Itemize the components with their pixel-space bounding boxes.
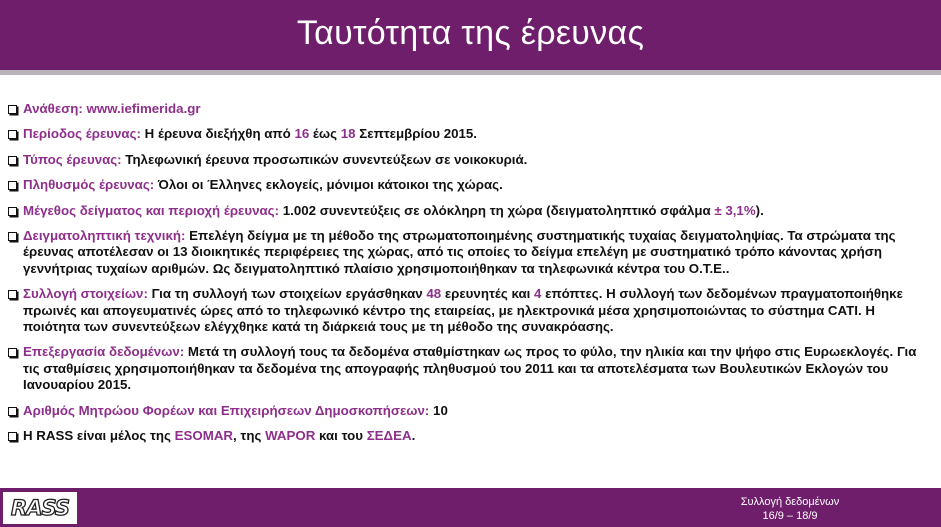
item-label: Περίοδος έρευνας: xyxy=(23,126,141,142)
list-item-sampling-technique xyxy=(8,228,932,277)
item-label: Μέγεθος δείγματος και περιοχή έρευνας: xyxy=(23,202,280,218)
item-body: Όλοι οι Έλληνες εκλογείς, μόνιμοι κάτοικοι της χώρας. xyxy=(154,177,503,193)
list-item-population xyxy=(8,177,932,193)
list-item-memberships xyxy=(8,428,932,444)
item-body: ερευνητές και xyxy=(441,286,535,302)
item-body: Επελέγη δείγμα με τη μέθοδο της στρωματοποιημένης συστηματικής τυχαίας δειγματοληψίας. Τα στρώματα της έρευνας αποτέλεσαν οι 13 διοικητικές περιφέρειες της χώρας, από τις οποίες το δείγμα επελέγη με συστηματικό τρόπο κάνοντας χρήση γεννήτριας τυχαίων αριθμών. Ως δειγματοληπτικό πλαίσιο χρησιμοποιήθηκαν τα τηλεφωνικά κέντρα του Ο.Τ.Ε.. xyxy=(23,228,896,276)
item-text xyxy=(23,152,932,168)
list-item-survey-period xyxy=(8,126,932,142)
start-day: 16 xyxy=(294,126,310,142)
square-bullet-icon xyxy=(8,203,23,219)
list-item-sample-size xyxy=(8,203,932,219)
item-label: Συλλογή στοιχείων: xyxy=(23,286,148,302)
slide-title: Ταυτότητα της έρευνας xyxy=(296,13,645,52)
square-bullet-icon xyxy=(8,101,23,117)
item-body: Τηλεφωνική έρευνα προσωπικών συνεντεύξεων σε νοικοκυριά. xyxy=(121,151,528,167)
item-body: επόπτες. Η συλλογή των δεδομένων πραγματοποιήθηκε πρωινές και απογευματινές ώρες από το τηλεφωνικό κέντρο της εταιρείας, με ηλεκτρονικά μέσα χρησιμοποιώντας το σύστημα CATI. Η ποιότητα των συνεντεύξεων ελέγχθηκε κατά τη διάρκειά τους με τη μέθοδο της συνακρόασης. xyxy=(23,286,903,335)
item-text xyxy=(23,126,932,142)
item-text xyxy=(23,177,932,193)
item-text xyxy=(23,286,932,335)
org-esomar: ESOMAR xyxy=(174,428,234,444)
item-body: Για τη συλλογή των στοιχείων εργάσθηκαν xyxy=(147,286,427,302)
item-body: , της xyxy=(233,428,266,444)
item-label: Τύπος έρευνας: xyxy=(23,151,122,167)
item-label: Επεξεργασία δεδομένων: xyxy=(23,344,185,360)
item-label: Ανάθεση: www.iefimerida.gr xyxy=(23,101,201,116)
rass-logo xyxy=(3,492,77,524)
item-body: Μετά τη συλλογή τους τα δεδομένα σταθμίστηκαν ως προς το φύλο, την ηλικία και την ψήφο στις Ευρωεκλογές. Για τις σταθμίσεις χρησιμοποιήθηκαν τα δεδομένα της απογραφής πληθυσμού του 2011 και τα αποτελέσματα των Βουλευτικών Εκλογών του Ιανουαρίου 2015. xyxy=(23,344,917,393)
list-item-data-collection xyxy=(8,286,932,335)
item-body: έως xyxy=(309,126,341,142)
item-body: και του xyxy=(315,428,367,444)
item-label: Αριθμός Μητρώου Φορέων και Επιχειρήσεων Δημοσκοπήσεων: xyxy=(23,402,430,418)
item-text xyxy=(23,203,932,219)
footer-line-1: Συλλογή δεδομένων xyxy=(740,496,840,508)
list-item-survey-type xyxy=(8,152,932,168)
square-bullet-icon xyxy=(8,344,23,360)
researcher-count: 48 xyxy=(426,286,442,302)
item-text xyxy=(23,101,932,117)
list-item-assignment xyxy=(8,101,932,117)
sampling-error: ± 3,1% xyxy=(714,202,756,218)
title-bar xyxy=(0,0,941,70)
item-body: Η RASS είναι μέλος της xyxy=(23,428,175,444)
org-sedea: ΣΕΔΕΑ xyxy=(366,428,412,444)
list-item-data-processing xyxy=(8,344,932,393)
item-body: 10 xyxy=(429,402,448,418)
item-body: . xyxy=(411,428,416,444)
footer-line-2: 16/9 – 18/9 xyxy=(762,510,818,522)
square-bullet-icon xyxy=(8,228,23,244)
footer-caption xyxy=(700,495,880,523)
square-bullet-icon xyxy=(8,177,23,193)
item-body: 1.002 συνεντεύξεις σε ολόκληρη τη χώρα (δειγματοληπτικό σφάλμα xyxy=(279,202,715,218)
item-text xyxy=(23,228,932,277)
square-bullet-icon xyxy=(8,403,23,419)
item-text xyxy=(23,428,932,444)
square-bullet-icon xyxy=(8,286,23,302)
square-bullet-icon xyxy=(8,428,23,444)
list-item-registry-number xyxy=(8,403,932,419)
header-divider xyxy=(0,70,941,75)
supervisor-count: 4 xyxy=(534,286,542,302)
item-body: ). xyxy=(755,202,764,218)
logo-text: RASS xyxy=(11,496,69,520)
survey-details-list xyxy=(8,101,932,454)
square-bullet-icon xyxy=(8,152,23,168)
item-body: Η έρευνα διεξήχθη από xyxy=(140,126,295,142)
item-text xyxy=(23,403,932,419)
item-text xyxy=(23,344,932,393)
item-body: Σεπτεμβρίου 2015. xyxy=(355,126,477,142)
org-wapor: WAPOR xyxy=(265,428,316,444)
item-label: Πληθυσμός έρευνας: xyxy=(23,177,155,193)
square-bullet-icon xyxy=(8,126,23,142)
end-day: 18 xyxy=(340,126,356,142)
item-label: Δειγματοληπτική τεχνική: xyxy=(23,228,186,244)
